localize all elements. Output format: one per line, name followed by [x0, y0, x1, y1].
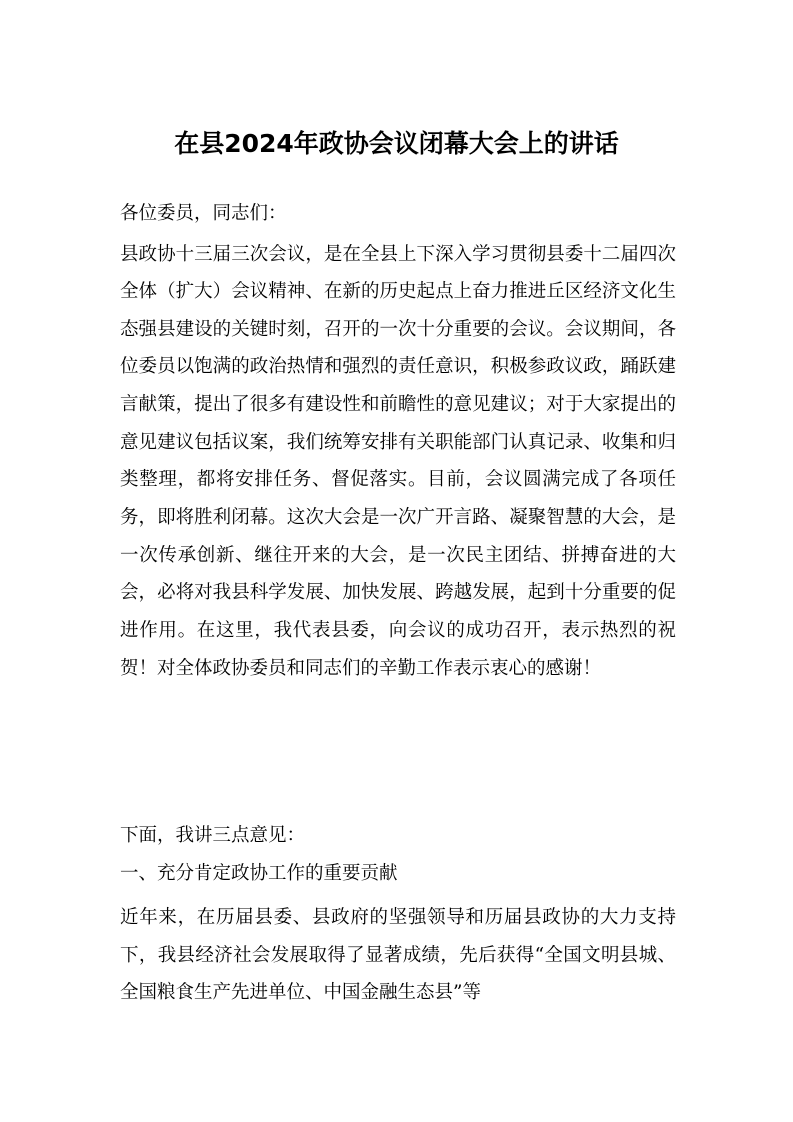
intro-line: 下面，我讲三点意见： [120, 825, 306, 846]
section-heading-1: 一、充分肯定政协工作的重要贡献 [120, 863, 398, 884]
paragraph-1: 县政协十三届三次会议，是在全县上下深入学习贯彻县委十二届四次全体（扩大）会议精神、在新的历史起点上奋力推进丘区经济文化生态强县建设的关键时刻，召开的一次十分重要的会议。会议期间，各位委员以饱满的政治热情和强烈的责任意识，积极参政议政，踊跃建言献策，提出了很多有建设性和前瞻性的意见建议；对于大家提出的意见建议包括议案，我们统筹安排有关职能部门认真记录、收集和归类整理，都将安排任务、督促落实。目前，会议圆满完成了各项任务，即将胜利闭幕。这次大会是一次广开言路、凝聚智慧的大会，是一次传承创新、继往开来的大会，是一次民主团结、拼搏奋进的大会，必将对我县科学发展、加快发展、跨越发展，起到十分重要的促进作用。在这里，我代表县委，向会议的成功召开，表示热烈的祝贺！对全体政协委员和同志们的辛勤工作表示衷心的感谢！ [120, 243, 676, 679]
greeting: 各位委员，同志们： [120, 203, 287, 224]
document-title: 在县2024年政协会议闭幕大会上的讲话 [174, 129, 619, 158]
paragraph-2: 近年来，在历届县委、县政府的坚强领导和历届县政协的大力支持下，我县经济社会发展取得了显著成绩，先后获得“全国文明县城、全国粮食生产先进单位、中国金融生态县”等 [120, 907, 676, 1004]
